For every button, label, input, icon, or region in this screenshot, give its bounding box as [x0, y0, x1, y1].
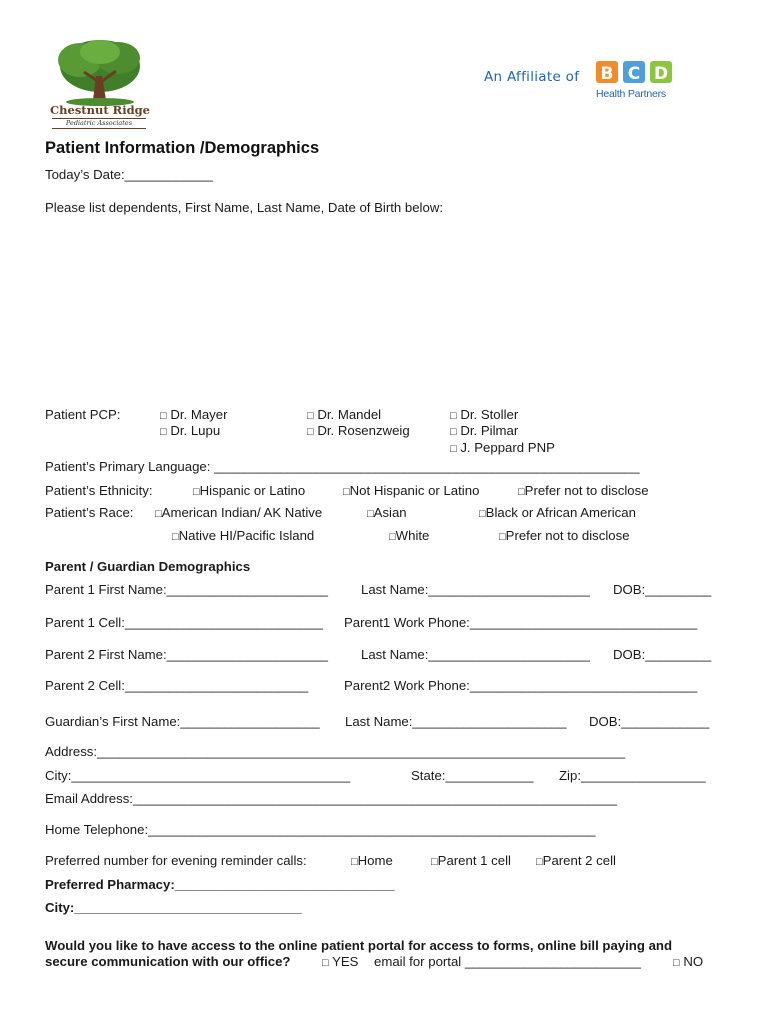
- parent1-dob-field[interactable]: DOB:_________: [613, 582, 712, 597]
- race-option-black[interactable]: □Black or African American: [479, 505, 636, 520]
- portal-email-field[interactable]: email for portal ________________________: [374, 954, 641, 969]
- parent1-cell-field[interactable]: Parent 1 Cell:___________________________: [45, 615, 323, 630]
- race-option-white[interactable]: □White: [389, 528, 430, 543]
- checkbox-icon[interactable]: □: [389, 531, 396, 543]
- primary-language-field[interactable]: Patient’s Primary Language: __________________________________________________________: [45, 459, 640, 474]
- guardian-dob-field[interactable]: DOB:____________: [589, 714, 710, 729]
- bcd-letter-c: C: [621, 59, 647, 85]
- zip-field[interactable]: Zip:_________________: [559, 768, 706, 783]
- state-field[interactable]: State:____________: [411, 768, 534, 783]
- logo-subtitle: Pediatric Associates: [52, 118, 146, 129]
- pcp-option-pilmar[interactable]: □ Dr. Pilmar: [450, 423, 519, 438]
- partner-name: Health Partners: [596, 88, 666, 100]
- parent2-first-name-field[interactable]: Parent 2 First Name:______________________: [45, 647, 329, 662]
- parent2-dob-field[interactable]: DOB:_________: [613, 647, 712, 662]
- ethnicity-option-not-hispanic[interactable]: □Not Hispanic or Latino: [343, 483, 480, 498]
- todays-date-field[interactable]: Today’s Date:____________: [45, 167, 213, 182]
- reminder-option-parent2[interactable]: □Parent 2 cell: [536, 853, 616, 868]
- guardian-first-name-field[interactable]: Guardian’s First Name:___________________: [45, 714, 320, 729]
- checkbox-icon[interactable]: □: [307, 426, 314, 438]
- chestnut-ridge-logo: [44, 38, 156, 126]
- checkbox-icon[interactable]: □: [450, 410, 457, 422]
- pharmacy-city-field[interactable]: City:_______________________________: [45, 900, 302, 915]
- reminder-label: Preferred number for evening reminder calls:: [45, 853, 307, 868]
- checkbox-icon[interactable]: □: [160, 426, 167, 438]
- parent1-last-name-field[interactable]: Last Name:______________________: [361, 582, 590, 597]
- bcd-letter-d: D: [648, 59, 674, 85]
- city-field[interactable]: City:______________________________________: [45, 768, 351, 783]
- checkbox-icon[interactable]: □: [343, 486, 350, 498]
- portal-question-line1: Would you like to have access to the online patient portal for access to forms, online bill paying and: [45, 938, 673, 953]
- reminder-option-parent1[interactable]: □Parent 1 cell: [431, 853, 511, 868]
- address-field[interactable]: Address:________________________________________________________________________: [45, 744, 626, 759]
- checkbox-icon[interactable]: □: [450, 443, 457, 455]
- checkbox-icon[interactable]: □: [155, 508, 162, 520]
- parent1-first-name-field[interactable]: Parent 1 First Name:______________________: [45, 582, 329, 597]
- pcp-option-stoller[interactable]: □ Dr. Stoller: [450, 407, 519, 422]
- checkbox-icon[interactable]: □: [479, 508, 486, 520]
- pcp-option-mandel[interactable]: □ Dr. Mandel: [307, 407, 382, 422]
- checkbox-icon[interactable]: □: [431, 856, 438, 868]
- pcp-option-rosenzweig[interactable]: □ Dr. Rosenzweig: [307, 423, 410, 438]
- ethnicity-option-hispanic[interactable]: □Hispanic or Latino: [193, 483, 306, 498]
- checkbox-icon[interactable]: □: [351, 856, 358, 868]
- preferred-pharmacy-field[interactable]: Preferred Pharmacy:______________________________: [45, 877, 395, 892]
- affiliate-text: An Affiliate of: [484, 69, 580, 85]
- reminder-option-home[interactable]: □Home: [351, 853, 393, 868]
- parent-section-heading: Parent / Guardian Demographics: [45, 559, 251, 574]
- race-option-prefer-not[interactable]: □Prefer not to disclose: [499, 528, 630, 543]
- portal-yes-option[interactable]: □ YES: [322, 954, 359, 969]
- parent1-work-phone-field[interactable]: Parent1 Work Phone:_______________________________: [344, 615, 698, 630]
- pcp-option-peppard[interactable]: □ J. Peppard PNP: [450, 440, 555, 455]
- parent2-cell-field[interactable]: Parent 2 Cell:_________________________: [45, 678, 309, 693]
- parent2-work-phone-field[interactable]: Parent2 Work Phone:_______________________________: [344, 678, 698, 693]
- checkbox-icon[interactable]: □: [536, 856, 543, 868]
- tree-icon: [44, 38, 156, 108]
- checkbox-icon[interactable]: □: [160, 410, 167, 422]
- checkbox-icon[interactable]: □: [518, 486, 525, 498]
- race-option-asian[interactable]: □Asian: [367, 505, 407, 520]
- page-title: Patient Information /Demographics: [45, 139, 320, 157]
- race-option-american-indian[interactable]: □American Indian/ AK Native: [155, 505, 323, 520]
- pcp-label: Patient PCP:: [45, 407, 121, 422]
- guardian-last-name-field[interactable]: Last Name:_____________________: [345, 714, 567, 729]
- race-option-native-hi[interactable]: □Native HI/Pacific Island: [172, 528, 315, 543]
- email-field[interactable]: Email Address:__________________________________________________________________: [45, 791, 618, 806]
- pcp-option-mayer[interactable]: □ Dr. Mayer: [160, 407, 228, 422]
- portal-no-option[interactable]: □ NO: [673, 954, 704, 969]
- checkbox-icon[interactable]: □: [322, 957, 329, 969]
- parent2-last-name-field[interactable]: Last Name:______________________: [361, 647, 590, 662]
- bcd-letter-b: B: [594, 59, 620, 85]
- checkbox-icon[interactable]: □: [193, 486, 200, 498]
- portal-question-line2: secure communication with our office?: [45, 954, 291, 969]
- logo-title: Chestnut Ridge: [50, 103, 150, 117]
- checkbox-icon[interactable]: □: [172, 531, 179, 543]
- ethnicity-label: Patient’s Ethnicity:: [45, 483, 153, 498]
- checkbox-icon[interactable]: □: [367, 508, 374, 520]
- checkbox-icon[interactable]: □: [673, 957, 680, 969]
- checkbox-icon[interactable]: □: [307, 410, 314, 422]
- checkbox-icon[interactable]: □: [450, 426, 457, 438]
- ethnicity-option-prefer-not[interactable]: □Prefer not to disclose: [518, 483, 649, 498]
- race-label: Patient’s Race:: [45, 505, 134, 520]
- home-telephone-field[interactable]: Home Telephone:_____________________________________________________________: [45, 822, 596, 837]
- checkbox-icon[interactable]: □: [499, 531, 506, 543]
- pcp-option-lupu[interactable]: □ Dr. Lupu: [160, 423, 221, 438]
- dependents-prompt: Please list dependents, First Name, Last Name, Date of Birth below:: [45, 200, 444, 215]
